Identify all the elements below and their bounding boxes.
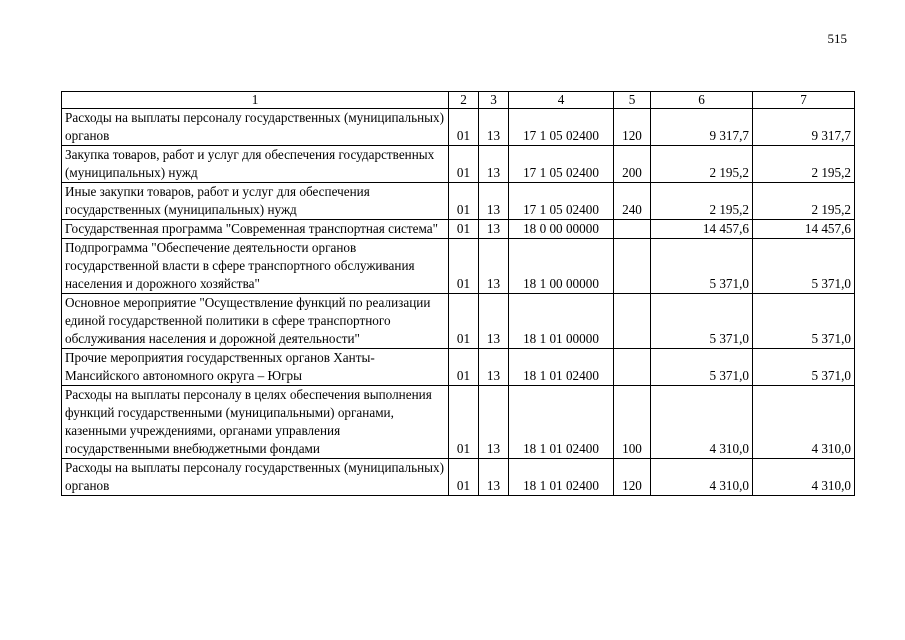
- row-subsection: 13: [479, 459, 509, 496]
- row-name: Иные закупки товаров, работ и услуг для обеспечения государственных (муниципальных) нужд: [62, 183, 449, 220]
- row-subsection: 13: [479, 294, 509, 349]
- row-subsection: 13: [479, 183, 509, 220]
- row-subsection: 13: [479, 239, 509, 294]
- table-row: [62, 109, 855, 146]
- row-amount-2: 5 371,0: [753, 239, 855, 294]
- table-row: [62, 459, 855, 496]
- row-expense-type: 100: [614, 386, 651, 459]
- row-section: 01: [449, 109, 479, 146]
- row-section: 01: [449, 220, 479, 239]
- row-name: Расходы на выплаты персоналу государственных (муниципальных) органов: [62, 109, 449, 146]
- row-amount-1: 5 371,0: [651, 239, 753, 294]
- header-col-6: 6: [651, 92, 753, 109]
- row-amount-1: 14 457,6: [651, 220, 753, 239]
- row-target-article: 17 1 05 02400: [509, 183, 614, 220]
- row-expense-type: 240: [614, 183, 651, 220]
- table-row: [62, 146, 855, 183]
- table-row: [62, 349, 855, 386]
- page-number: 515: [827, 31, 847, 46]
- row-amount-2: 5 371,0: [753, 349, 855, 386]
- row-name: Расходы на выплаты персоналу в целях обеспечения выполнения функций государственными (муниципальными) органами, казенными учреждениями, органами управления государственными внебюджетными фондами: [62, 386, 449, 459]
- row-expense-type: [614, 294, 651, 349]
- row-subsection: 13: [479, 349, 509, 386]
- row-section: 01: [449, 183, 479, 220]
- row-target-article: 17 1 05 02400: [509, 109, 614, 146]
- row-target-article: 18 1 01 02400: [509, 459, 614, 496]
- row-name: Подпрограмма "Обеспечение деятельности органов государственной власти в сфере транспортного обслуживания населения и дорожного хозяйства": [62, 239, 449, 294]
- table-row: [62, 294, 855, 349]
- row-section: 01: [449, 349, 479, 386]
- row-amount-1: 4 310,0: [651, 459, 753, 496]
- header-row: [62, 92, 855, 109]
- row-amount-1: 5 371,0: [651, 294, 753, 349]
- row-name: Закупка товаров, работ и услуг для обеспечения государственных (муниципальных) нужд: [62, 146, 449, 183]
- table-row: [62, 386, 855, 459]
- row-amount-1: 5 371,0: [651, 349, 753, 386]
- row-amount-1: 4 310,0: [651, 386, 753, 459]
- row-expense-type: [614, 239, 651, 294]
- header-col-2: 2: [449, 92, 479, 109]
- row-subsection: 13: [479, 146, 509, 183]
- row-amount-1: 2 195,2: [651, 183, 753, 220]
- row-amount-2: 9 317,7: [753, 109, 855, 146]
- row-target-article: 18 1 01 02400: [509, 349, 614, 386]
- row-subsection: 13: [479, 109, 509, 146]
- row-expense-type: 120: [614, 109, 651, 146]
- table-row: [62, 220, 855, 239]
- row-section: 01: [449, 294, 479, 349]
- row-amount-2: 5 371,0: [753, 294, 855, 349]
- row-amount-1: 2 195,2: [651, 146, 753, 183]
- row-amount-2: 14 457,6: [753, 220, 855, 239]
- row-amount-1: 9 317,7: [651, 109, 753, 146]
- budget-table: [61, 91, 855, 496]
- row-amount-2: 4 310,0: [753, 459, 855, 496]
- row-target-article: 18 0 00 00000: [509, 220, 614, 239]
- header-col-1: 1: [62, 92, 449, 109]
- row-name: Основное мероприятие "Осуществление функций по реализации единой государственной политики в сфере транспортного обслуживания населения и дорожной деятельности": [62, 294, 449, 349]
- row-name: Расходы на выплаты персоналу государственных (муниципальных) органов: [62, 459, 449, 496]
- header-col-5: 5: [614, 92, 651, 109]
- table-row: [62, 183, 855, 220]
- header-col-4: 4: [509, 92, 614, 109]
- row-name: Государственная программа "Современная транспортная система": [62, 220, 449, 239]
- row-expense-type: [614, 220, 651, 239]
- row-target-article: 18 1 01 02400: [509, 386, 614, 459]
- row-section: 01: [449, 386, 479, 459]
- row-amount-2: 2 195,2: [753, 183, 855, 220]
- row-target-article: 17 1 05 02400: [509, 146, 614, 183]
- row-subsection: 13: [479, 386, 509, 459]
- row-section: 01: [449, 459, 479, 496]
- row-target-article: 18 1 00 00000: [509, 239, 614, 294]
- row-amount-2: 4 310,0: [753, 386, 855, 459]
- row-name: Прочие мероприятия государственных органов Ханты-Мансийского автономного округа – Югры: [62, 349, 449, 386]
- row-section: 01: [449, 146, 479, 183]
- header-col-7: 7: [753, 92, 855, 109]
- row-subsection: 13: [479, 220, 509, 239]
- row-expense-type: 200: [614, 146, 651, 183]
- row-expense-type: 120: [614, 459, 651, 496]
- row-amount-2: 2 195,2: [753, 146, 855, 183]
- table-row: [62, 239, 855, 294]
- row-expense-type: [614, 349, 651, 386]
- header-col-3: 3: [479, 92, 509, 109]
- row-target-article: 18 1 01 00000: [509, 294, 614, 349]
- row-section: 01: [449, 239, 479, 294]
